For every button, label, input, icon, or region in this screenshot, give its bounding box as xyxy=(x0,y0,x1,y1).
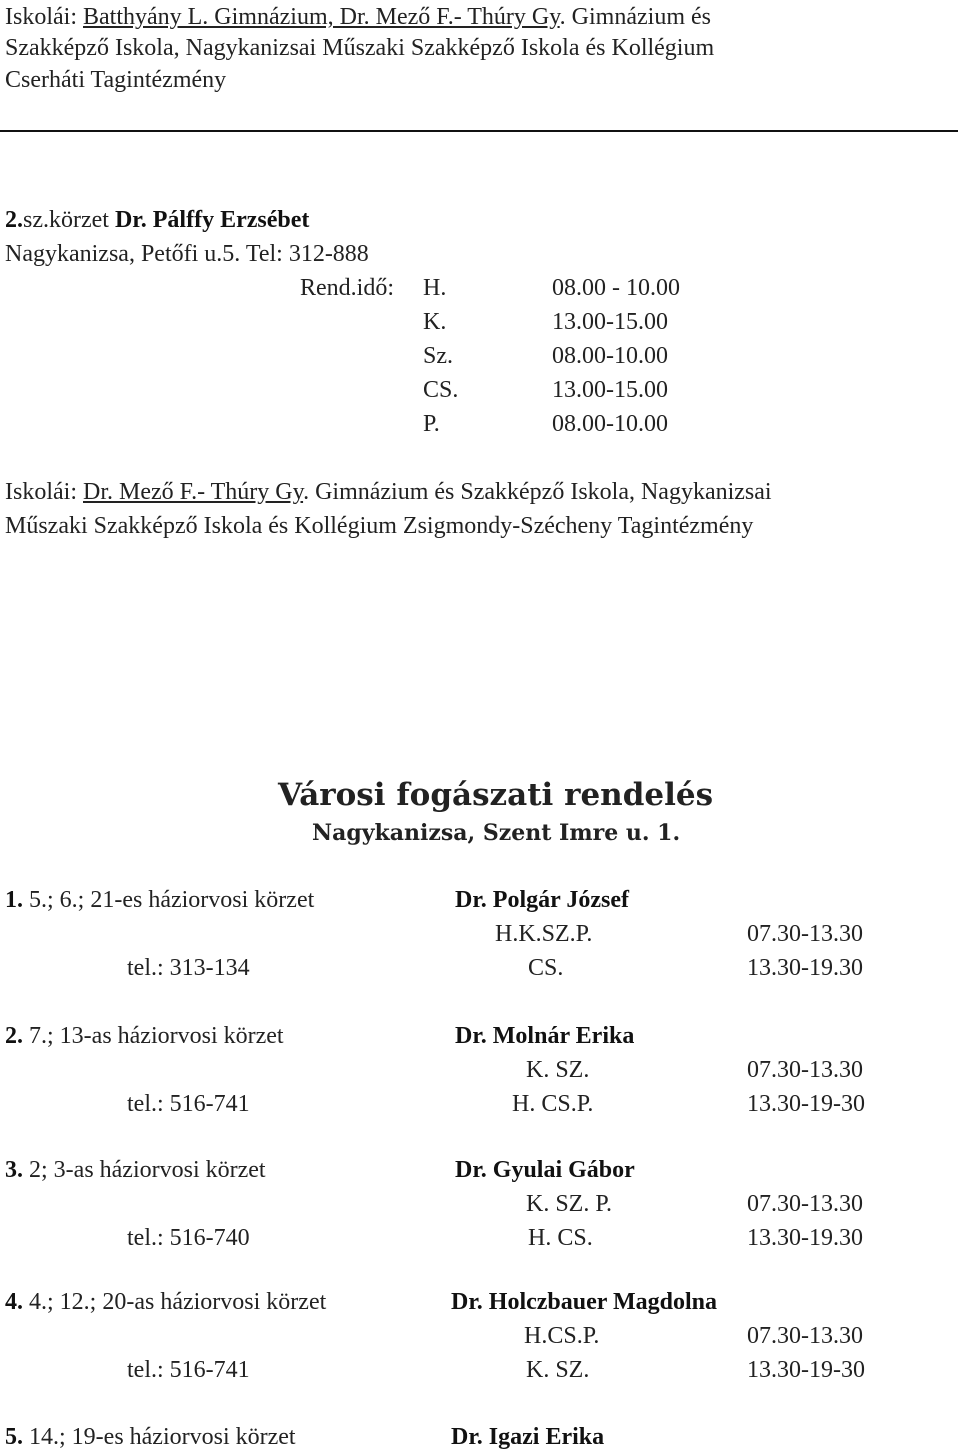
entry-number: 2. xyxy=(5,1023,23,1049)
hours-time: 08.00-10.00 xyxy=(552,411,668,437)
entry-doctor: Dr. Polgár József xyxy=(455,887,629,913)
entry-districts: 4.; 12.; 20-as háziorvosi körzet xyxy=(23,1289,327,1315)
hours-day: CS. xyxy=(423,377,459,403)
district-title xyxy=(5,203,309,237)
entry-tel: tel.: 516-740 xyxy=(127,1225,250,1251)
horizontal-divider xyxy=(0,130,958,132)
school-link-2[interactable]: Dr. Mező F.- Thúry Gy xyxy=(83,479,304,505)
slot-time: 13.30-19-30 xyxy=(747,1357,865,1383)
entry-number: 4. xyxy=(5,1289,23,1315)
schools-line-2: Szakképző Iskola, Nagykanizsai Műszaki Szakképző Iskola és Kollégium xyxy=(5,35,715,61)
dental-title: Városi fogászati rendelés xyxy=(278,777,714,813)
hours-day: P. xyxy=(423,411,440,437)
entry-doctor: Dr. Molnár Erika xyxy=(455,1023,635,1049)
schools-line-1-tail: . Gimnázium és xyxy=(559,4,711,30)
schools-label: Iskolái: xyxy=(5,479,77,505)
entry-tel: tel.: 516-741 xyxy=(127,1357,250,1383)
entry-tel: tel.: 516-741 xyxy=(127,1091,250,1117)
entry-doctor: Dr. Holczbauer Magdolna xyxy=(451,1289,718,1315)
hours-time: 13.00-15.00 xyxy=(552,309,668,335)
entry-number: 1. xyxy=(5,887,23,913)
entry-districts: 2; 3-as háziorvosi körzet xyxy=(23,1157,266,1183)
slot-time: 13.30-19-30 xyxy=(747,1091,865,1117)
dental-subtitle: Nagykanizsa, Szent Imre u. 1. xyxy=(312,820,681,846)
slot-days: K. SZ. P. xyxy=(526,1191,613,1217)
district-schools-line-1 xyxy=(5,475,772,509)
entry-doctor: Dr. Gyulai Gábor xyxy=(455,1157,635,1183)
entry-districts: 5.; 6.; 21-es háziorvosi körzet xyxy=(23,887,315,913)
slot-days: K. SZ. xyxy=(526,1357,590,1383)
entry-doctor: Dr. Igazi Erika xyxy=(451,1424,605,1450)
hours-time: 08.00 - 10.00 xyxy=(552,275,680,301)
hours-time: 13.00-15.00 xyxy=(552,377,668,403)
hours-day: K. xyxy=(423,309,447,335)
schools-label: Iskolái: xyxy=(5,4,77,30)
district-label: sz.körzet xyxy=(23,207,115,233)
slot-time: 07.30-13.30 xyxy=(747,921,863,947)
district-number: 2. xyxy=(5,207,23,233)
slot-days: H. CS.P. xyxy=(512,1091,594,1117)
entry-header xyxy=(5,1019,284,1053)
slot-days: H.CS.P. xyxy=(524,1323,600,1349)
slot-time: 13.30-19.30 xyxy=(747,1225,863,1251)
entry-header xyxy=(5,883,314,917)
entry-header xyxy=(5,1153,266,1187)
hours-day: H. xyxy=(423,275,447,301)
entry-tel: tel.: 313-134 xyxy=(127,955,250,981)
hours-time: 08.00-10.00 xyxy=(552,343,668,369)
slot-time: 13.30-19.30 xyxy=(747,955,863,981)
slot-time: 07.30-13.30 xyxy=(747,1057,863,1083)
entry-number: 3. xyxy=(5,1157,23,1183)
slot-time: 07.30-13.30 xyxy=(747,1191,863,1217)
entry-header xyxy=(5,1285,326,1319)
slot-days: K. SZ. xyxy=(526,1057,590,1083)
schools-line-3: Cserháti Tagintézmény xyxy=(5,67,227,93)
schools-line-1 xyxy=(5,0,711,34)
school-link-1[interactable]: Batthyány L. Gimnázium, Dr. Mező F.- Thúry Gy xyxy=(83,4,560,30)
hours-day: Sz. xyxy=(423,343,453,369)
slot-days: H.K.SZ.P. xyxy=(495,921,593,947)
slot-time: 07.30-13.30 xyxy=(747,1323,863,1349)
entry-number: 5. xyxy=(5,1424,23,1450)
hours-label: Rend.idő: xyxy=(300,275,394,301)
entry-districts: 14.; 19-es háziorvosi körzet xyxy=(23,1424,296,1450)
entry-header xyxy=(5,1420,296,1454)
district-doctor: Dr. Pálffy Erzsébet xyxy=(114,207,310,233)
district-schools-tail: . Gimnázium és Szakképző Iskola, Nagykanizsai xyxy=(303,479,772,505)
slot-days: CS. xyxy=(528,955,564,981)
entry-districts: 7.; 13-as háziorvosi körzet xyxy=(23,1023,284,1049)
slot-days: H. CS. xyxy=(528,1225,593,1251)
district-schools-line-2: Műszaki Szakképző Iskola és Kollégium Zsigmondy-Szécheny Tagintézmény xyxy=(5,513,754,539)
district-address: Nagykanizsa, Petőfi u.5. Tel: 312-888 xyxy=(5,241,369,267)
